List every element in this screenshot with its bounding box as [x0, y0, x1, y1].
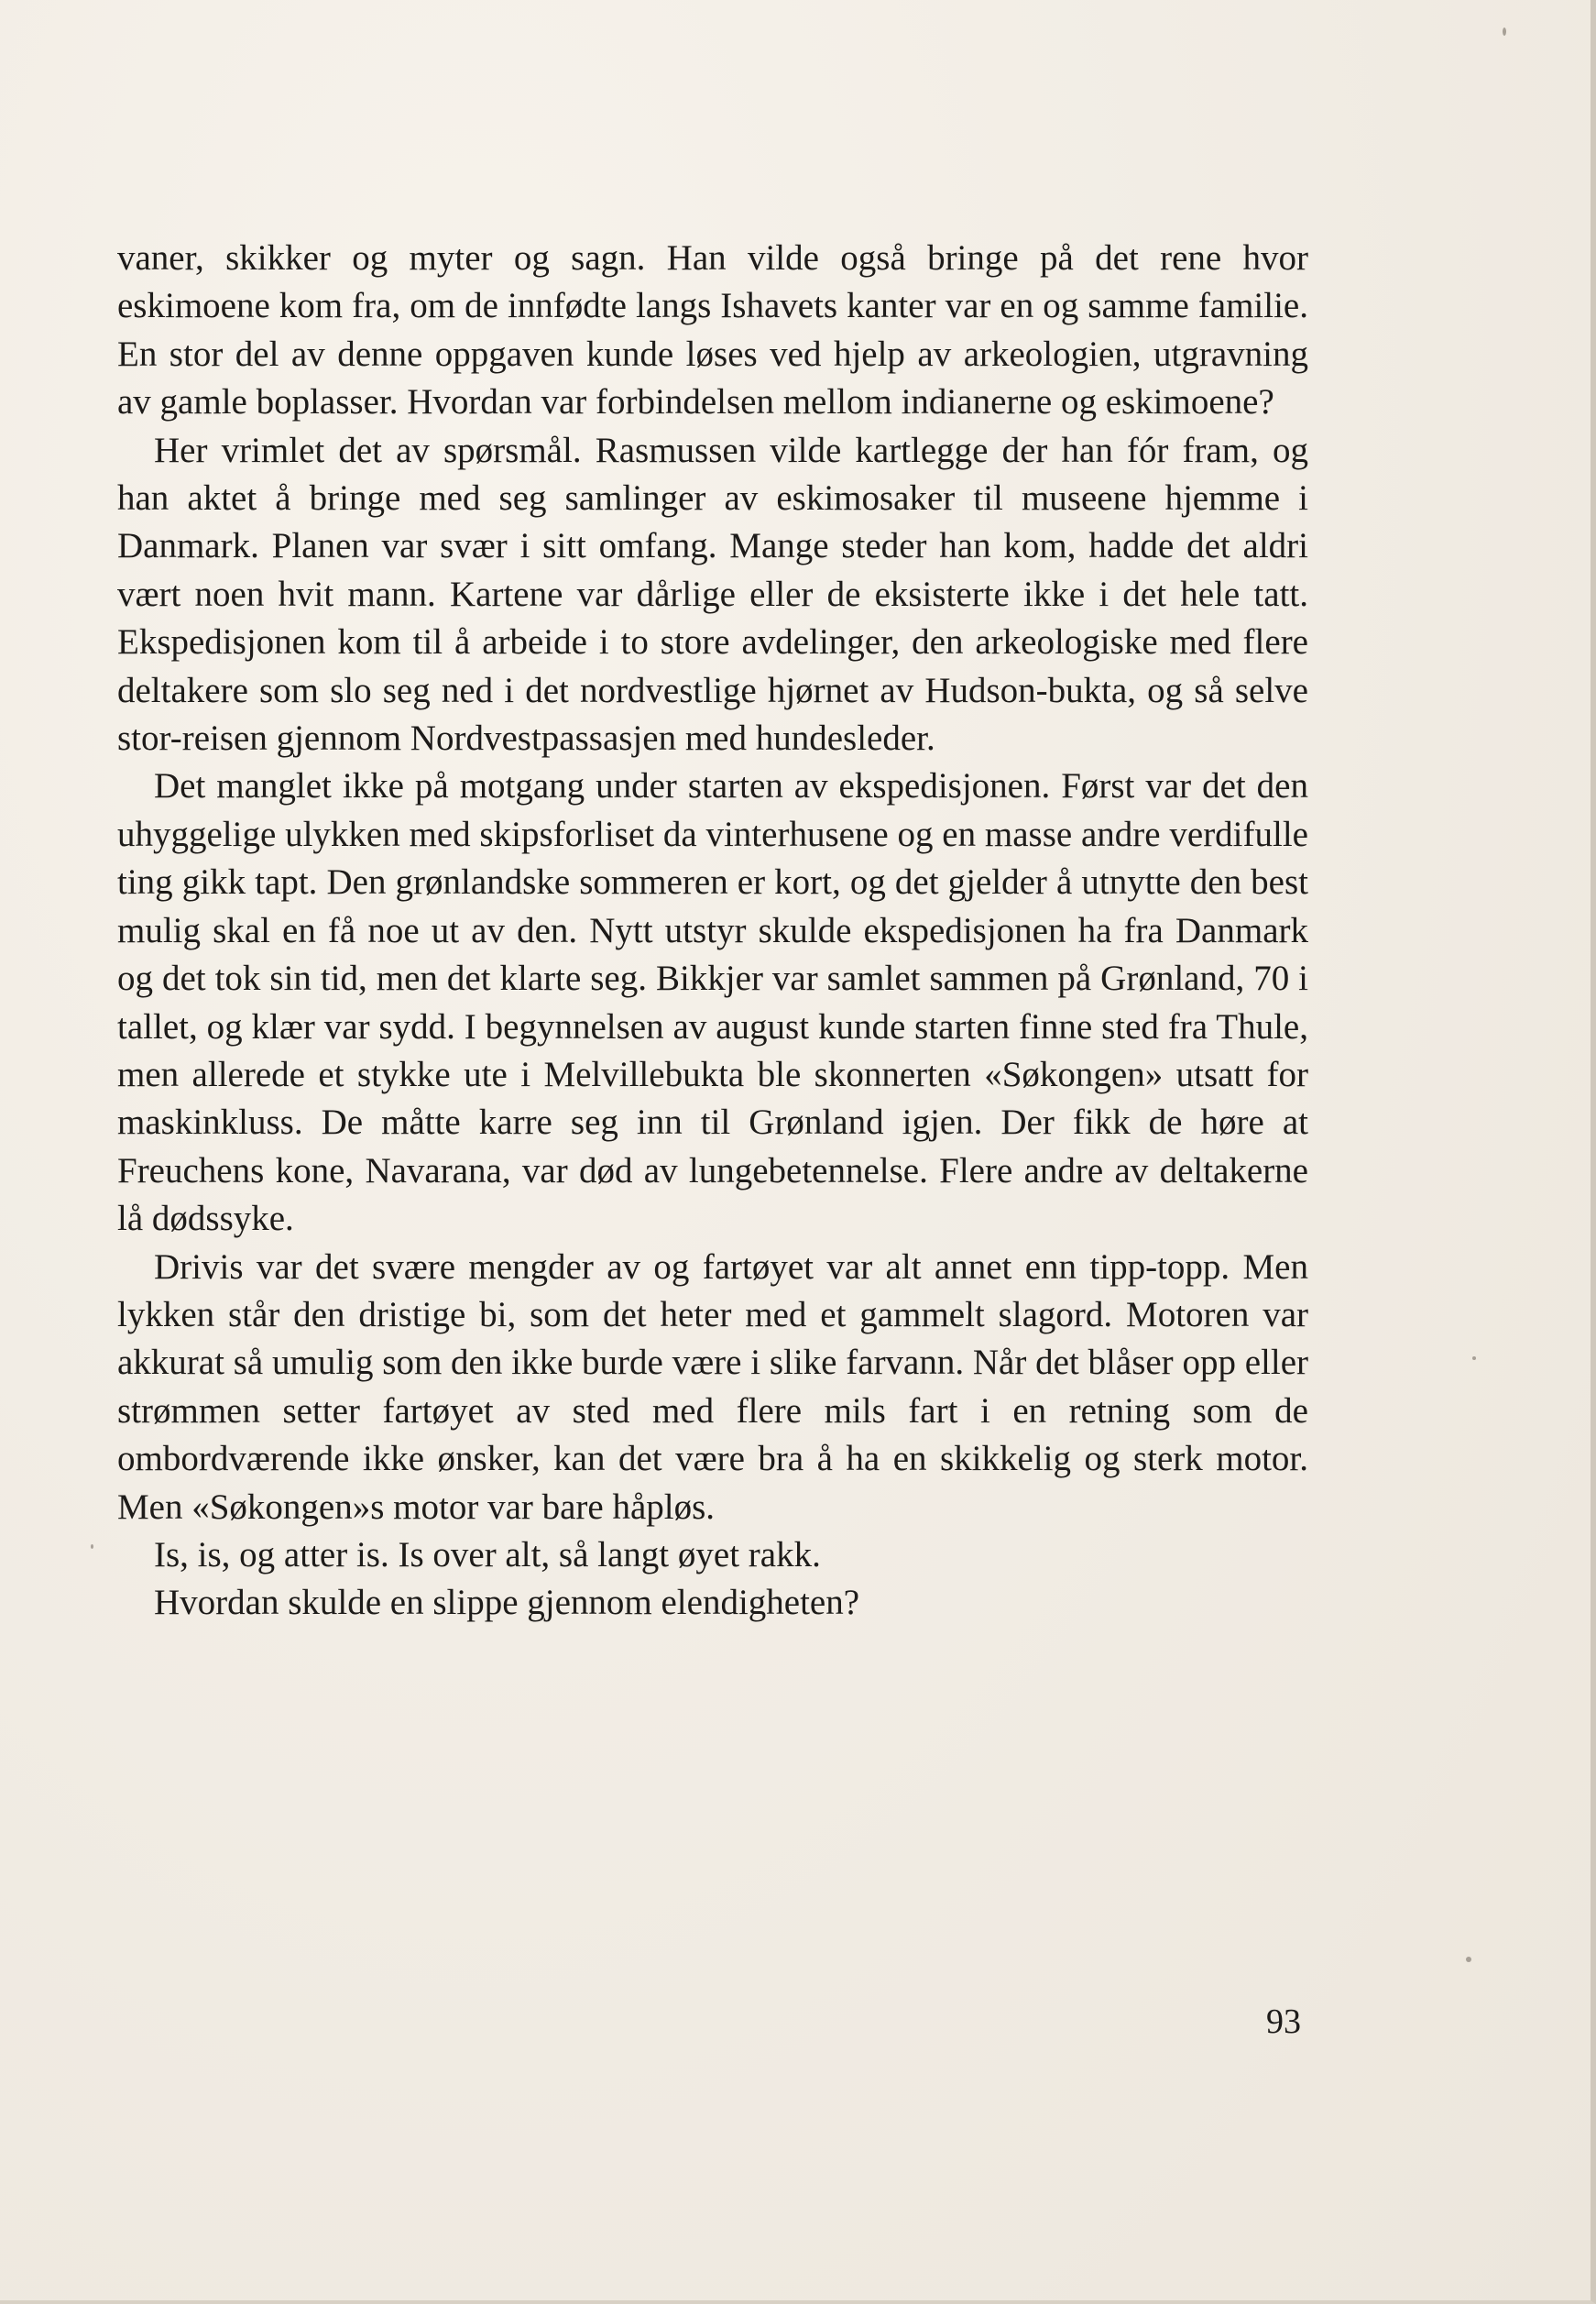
paragraph-2: Her vrimlet det av spørsmål. Rasmussen vilde kartlegge der han fór fram, og han aktet å bringe med seg samlinger av eskimosaker til museene hjemme i Danmark. Planen var svær i sitt omfang. Mange steder han kom, hadde det aldri vært noen hvit mann. Kartene var dårlige eller de eksisterte ikke i det hele tatt. Ekspedisjonen kom til å arbeide i to store avdelinger, den arkeologiske med flere deltakere som slo seg ned i det nordvestlige hjørnet av Hudson-bukta, og så selve stor-reisen gjennom Nordvestpassasjen med hundesleder.	[117, 430, 1308, 759]
paragraph-6: Hvordan skulde en slippe gjennom elendigheten?	[154, 1583, 860, 1623]
paper-speck	[91, 1544, 93, 1549]
paragraph-1: vaner, skikker og myter og sagn. Han vilde også bringe på det rene hvor eskimoene kom fra, om de innfødte langs Ishavets kanter var en og samme familie. En stor del av denne oppgaven kunde løses ved hjelp av arkeologien, utgravning av gamle boplasser. Hvordan var forbindelsen mellom indianerne og eskimoene?	[117, 238, 1308, 422]
body-text	[117, 235, 1308, 1628]
paper-speck	[1472, 1356, 1476, 1360]
paper-speck	[1503, 27, 1506, 36]
paragraph-4: Drivis var det svære mengder av og fartøyet var alt annet enn tipp-topp. Men lykken står den dristige bi, som det heter med et gammelt slagord. Motoren var akkurat så umulig som den ikke burde være i slike farvann. Når det blåser opp eller strømmen setter fartøyet av sted med flere mils fart i en retning som de ombordværende ikke ønsker, kan det være bra å ha en skikkelig og sterk motor. Men «Søkongen»s motor var bare håpløs.	[117, 1246, 1308, 1527]
paragraph-5: Is, is, og atter is. Is over alt, så langt øyet rakk.	[154, 1534, 821, 1574]
paper-speck	[1466, 1957, 1471, 1962]
page-number: 93	[1266, 2002, 1301, 2041]
paragraph-3: Det manglet ikke på motgang under starten av ekspedisjonen. Først var det den uhyggelige ulykken med skipsforliset da vinterhusene og en masse andre verdifulle ting gikk tapt. Den grønlandske sommeren er kort, og det gjelder å utnytte den best mulig skal en få noe ut av den. Nytt utstyr skulde ekspedisjonen ha fra Danmark og det tok sin tid, men det klarte seg. Bikkjer var samlet sammen på Grønland, 70 i tallet, og klær var sydd. I begynnelsen av august kunde starten finne sted fra Thule, men allerede et stykke ute i Melvillebukta ble skonnerten «Søkongen» utsatt for maskinkluss. De måtte karre seg inn til Grønland igjen. Der fikk de høre at Freuchens kone, Navarana, var død av lungebetennelse. Flere andre av deltakerne lå dødssyke.	[117, 766, 1308, 1239]
